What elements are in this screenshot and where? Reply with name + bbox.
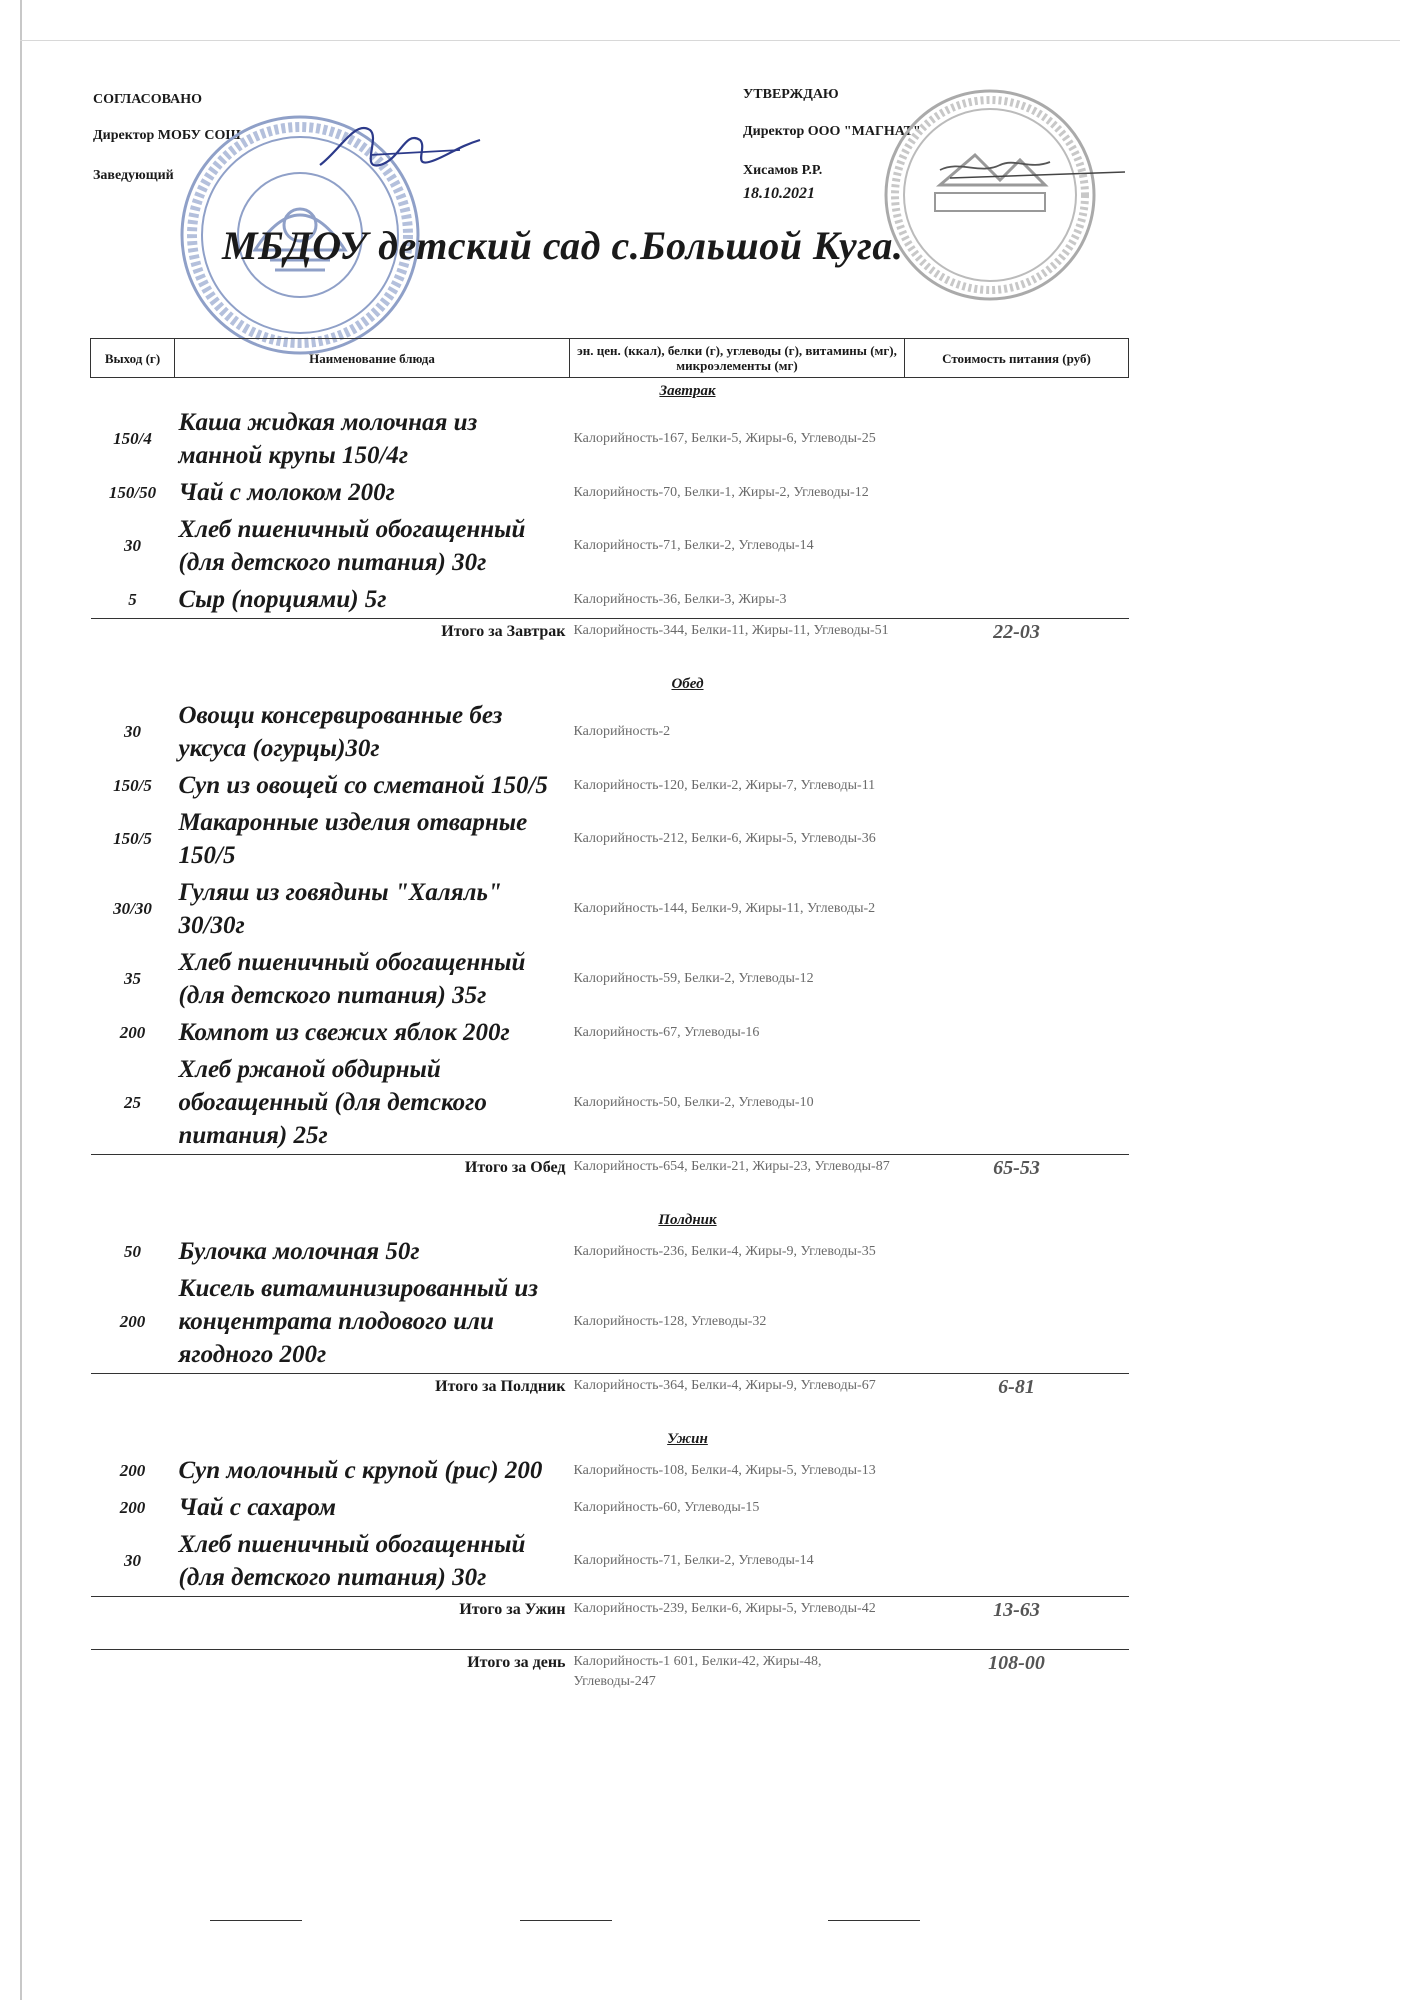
table-row (91, 944, 1129, 1014)
dish-name: Хлеб ржаной обдирный обогащенный (для детского питания) 25г (178, 1056, 487, 1149)
section-total-label: Итого за Обед (91, 1155, 570, 1208)
dish-name: Чай с сахаром (178, 1494, 336, 1521)
dish-nutrition: Калорийность-67, Углеводы-16 (573, 1024, 760, 1040)
dish-name: Чай с молоком 200г (178, 479, 395, 506)
agreed-label: СОГЛАСОВАНО (93, 92, 202, 107)
section-total-label: Итого за Ужин (91, 1597, 570, 1650)
section-total-nutrition: Калорийность-654, Белки-21, Жиры-23, Углеводы-87 (570, 1155, 905, 1208)
dish-nutrition: Калорийность-2 (573, 724, 671, 739)
table-row (91, 1489, 1129, 1526)
dish-name: Суп из овощей со сметаной 150/5 (178, 772, 548, 799)
section-total-nutrition: Калорийность-364, Белки-4, Жиры-9, Углеводы-67 (570, 1374, 905, 1427)
company-stamp (880, 85, 1100, 305)
portion-out: 150/50 (108, 482, 157, 502)
table-row (91, 581, 1129, 619)
dish-nutrition: Калорийность-70, Белки-1, Жиры-2, Углеводы-12 (573, 484, 869, 500)
section-total-row (91, 1374, 1129, 1427)
dish-cost (905, 581, 1129, 619)
dish-name: Булочка молочная 50г (178, 1238, 420, 1265)
table-row (91, 511, 1129, 581)
portion-out: 5 (128, 589, 137, 609)
dish-nutrition: Калорийность-71, Белки-2, Углеводы-14 (573, 1553, 814, 1568)
column-header-cost: Стоимость питания (руб) (905, 339, 1129, 378)
day-total-nutrition: Калорийность-1 601, Белки-42, Жиры-48, Углеводы-247 (570, 1650, 905, 1703)
dish-name: Макаронные изделия отварные 150/5 (178, 809, 528, 869)
director-name: Хисамов Р.Р. (743, 163, 823, 178)
column-header-nutrition: эн. цен. (ккал), белки (г), углеводы (г), витамины (мг), микроэлементы (мг) (570, 339, 905, 378)
table-row (91, 1526, 1129, 1597)
section-row (91, 1426, 1129, 1452)
dish-name: Компот из свежих яблок 200г (178, 1019, 510, 1046)
dish-nutrition: Калорийность-60, Углеводы-15 (573, 1499, 760, 1515)
dish-nutrition: Калорийность-108, Белки-4, Жиры-5, Углеводы-13 (573, 1462, 876, 1478)
table-row (91, 1051, 1129, 1155)
section-title: Завтрак (659, 382, 716, 399)
dish-nutrition: Калорийность-71, Белки-2, Углеводы-14 (573, 538, 814, 553)
dish-cost (905, 1014, 1129, 1051)
dish-nutrition: Калорийность-36, Белки-3, Жиры-3 (573, 591, 787, 607)
signature-line-3 (828, 1920, 920, 1921)
section-total-label: Итого за Завтрак (91, 619, 570, 672)
dish-name: Хлеб пшеничный обогащенный (для детского питания) 30г (178, 1531, 526, 1591)
dish-name: Суп молочный с крупой (рис) 200 (178, 1457, 543, 1484)
table-row (91, 874, 1129, 944)
column-header-dish: Наименование блюда (175, 339, 570, 378)
section-total-cost: 65-53 (905, 1155, 1129, 1208)
portion-out: 150/5 (113, 775, 152, 795)
table-row (91, 697, 1129, 767)
dish-cost (905, 1526, 1129, 1597)
portion-out: 30/30 (113, 899, 152, 918)
head-label: Заведующий (93, 168, 174, 183)
director-company-label: Директор ООО "МАГНАТ" (743, 124, 921, 139)
dish-nutrition: Калорийность-144, Белки-9, Жиры-11, Углеводы-2 (573, 901, 876, 916)
day-total-label: Итого за день (91, 1650, 570, 1703)
menu-body (91, 378, 1129, 1703)
day-total-cost: 108-00 (905, 1650, 1129, 1703)
scan-edge (20, 0, 22, 2000)
portion-out: 30 (124, 722, 141, 741)
dish-name: Кисель витаминизированный из концентрата плодового или ягодного 200г (178, 1275, 539, 1368)
dish-cost (905, 1270, 1129, 1374)
table-row (91, 474, 1129, 511)
section-total-cost: 13-63 (905, 1597, 1129, 1650)
menu-table (90, 338, 1129, 1702)
scan-top-edge (20, 40, 1400, 41)
table-row (91, 804, 1129, 874)
signature-line-1 (210, 1920, 302, 1921)
dish-cost (905, 1489, 1129, 1526)
section-title: Обед (671, 675, 704, 692)
portion-out: 150/5 (113, 829, 152, 848)
dish-name: Каша жидкая молочная из манной крупы 150/4г (178, 409, 478, 469)
dish-nutrition: Калорийность-59, Белки-2, Углеводы-12 (573, 971, 814, 986)
table-row (91, 404, 1129, 474)
dish-cost (905, 804, 1129, 874)
signature-line-2 (520, 1920, 612, 1921)
dish-nutrition: Калорийность-167, Белки-5, Жиры-6, Углеводы-25 (573, 431, 876, 446)
dish-nutrition: Калорийность-50, Белки-2, Углеводы-10 (573, 1094, 814, 1110)
table-row (91, 1270, 1129, 1374)
section-title: Ужин (667, 1430, 708, 1447)
dish-cost (905, 1452, 1129, 1489)
dish-name: Хлеб пшеничный обогащенный (для детского питания) 35г (178, 949, 526, 1009)
section-total-nutrition: Калорийность-344, Белки-11, Жиры-11, Углеводы-51 (570, 619, 905, 672)
director-school-label: Директор МОБУ СОШ (93, 128, 241, 143)
column-header-out: Выход (г) (91, 339, 175, 378)
signature-right (930, 140, 1130, 190)
section-total-label: Итого за Полдник (91, 1374, 570, 1427)
dish-cost (905, 697, 1129, 767)
portion-out: 150/4 (113, 429, 152, 448)
signature-left (310, 110, 490, 190)
portion-out: 200 (119, 1460, 146, 1480)
dish-name: Гуляш из говядины "Халяль" 30/30г (178, 879, 502, 939)
dish-nutrition: Калорийность-120, Белки-2, Жиры-7, Углеводы-11 (573, 777, 876, 793)
table-header-row (91, 339, 1129, 378)
section-total-row (91, 1155, 1129, 1208)
section-total-cost: 22-03 (905, 619, 1129, 672)
section-total-row (91, 619, 1129, 672)
dish-nutrition: Калорийность-236, Белки-4, Жиры-9, Углеводы-35 (573, 1243, 876, 1259)
dish-cost (905, 1051, 1129, 1155)
section-total-row (91, 1597, 1129, 1650)
dish-cost (905, 1233, 1129, 1270)
portion-out: 30 (124, 1551, 141, 1570)
section-total-nutrition: Калорийность-239, Белки-6, Жиры-5, Углеводы-42 (570, 1597, 905, 1650)
section-row (91, 1207, 1129, 1233)
dish-cost (905, 767, 1129, 804)
section-row (91, 378, 1129, 405)
dish-name: Хлеб пшеничный обогащенный (для детского питания) 30г (178, 516, 526, 576)
dish-nutrition: Калорийность-128, Углеводы-32 (573, 1313, 767, 1329)
table-row (91, 1452, 1129, 1489)
table-row (91, 767, 1129, 804)
table-row (91, 1233, 1129, 1270)
table-row (91, 1014, 1129, 1051)
dish-cost (905, 474, 1129, 511)
approved-label: УТВЕРЖДАЮ (743, 87, 839, 102)
page-title: МБДОУ детский сад с.Большой Кугa. (222, 223, 904, 268)
dish-cost (905, 874, 1129, 944)
dish-cost (905, 404, 1129, 474)
portion-out: 200 (119, 1311, 146, 1331)
portion-out: 35 (124, 969, 141, 988)
day-total-row (91, 1650, 1129, 1703)
dish-cost (905, 511, 1129, 581)
section-row (91, 671, 1129, 697)
portion-out: 200 (119, 1497, 146, 1517)
dish-cost (905, 944, 1129, 1014)
dish-name: Овощи консервированные без уксуса (огурцы)30г (178, 702, 503, 762)
dish-nutrition: Калорийность-212, Белки-6, Жиры-5, Углеводы-36 (573, 831, 876, 846)
section-total-cost: 6-81 (905, 1374, 1129, 1427)
portion-out: 30 (124, 536, 141, 555)
dish-name: Сыр (порциями) 5г (178, 586, 387, 613)
portion-out: 25 (124, 1092, 141, 1112)
portion-out: 50 (124, 1241, 141, 1261)
approval-date: 18.10.2021 (743, 185, 815, 202)
portion-out: 200 (119, 1022, 146, 1042)
section-title: Полдник (658, 1211, 717, 1228)
